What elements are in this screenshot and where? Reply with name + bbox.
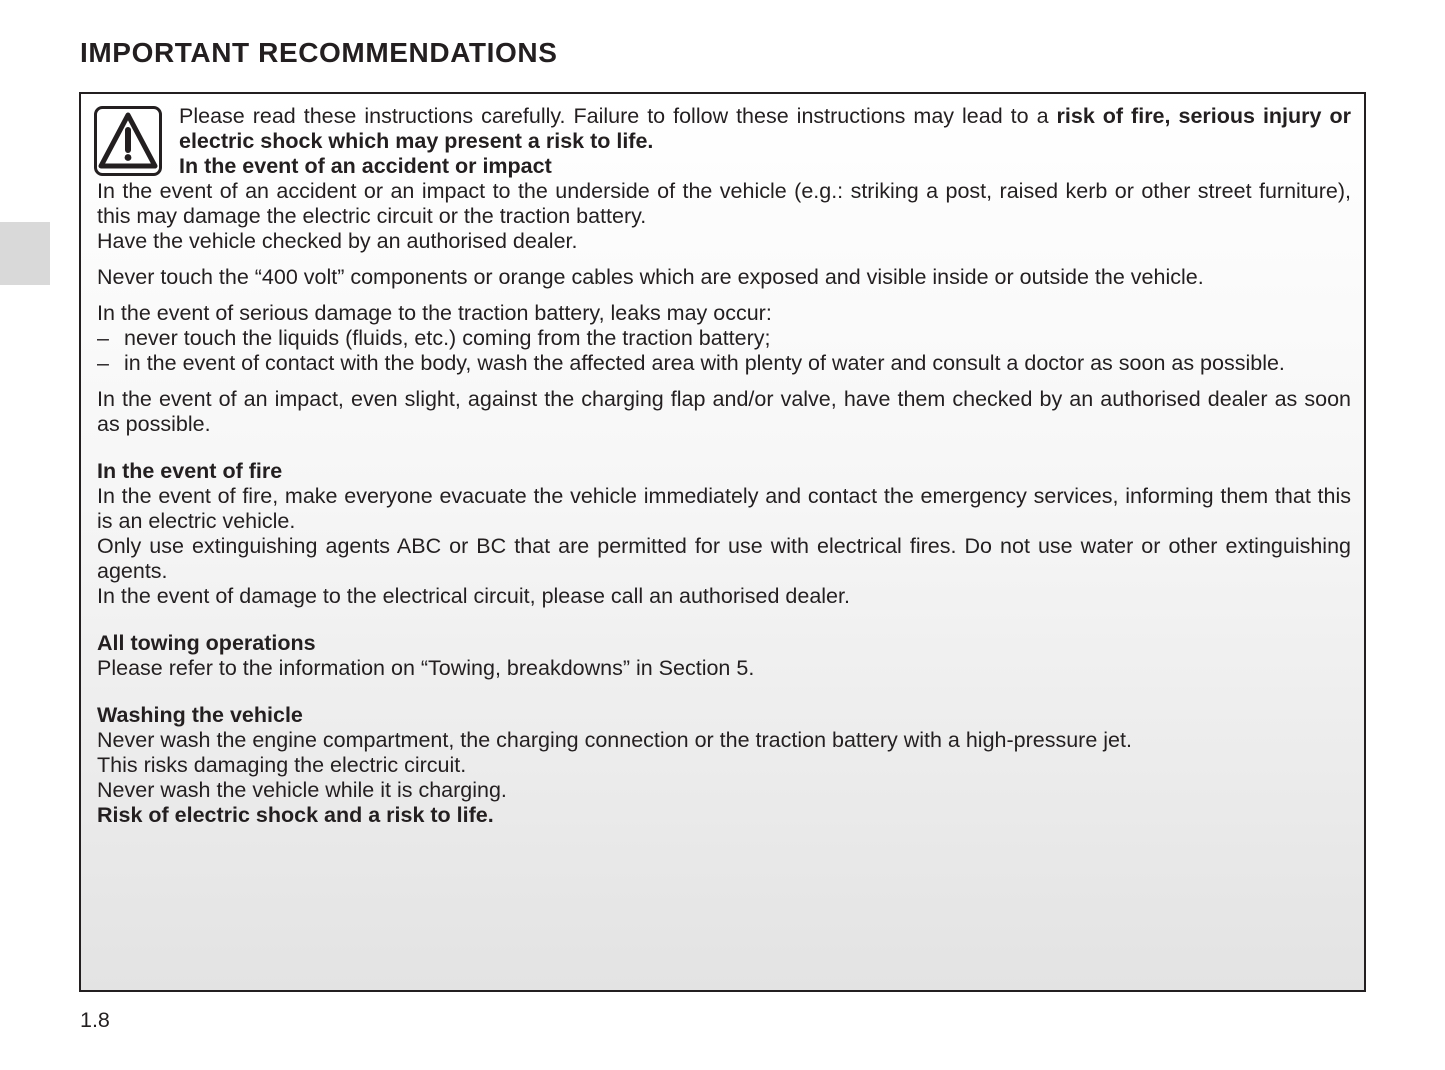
accident-paragraph-1: In the event of an accident or an impact to the underside of the vehicle (e.g.: striking a post, raised kerb or other street furniture), this may damage the electric circuit or the traction battery. xyxy=(97,179,1351,228)
warning-intro-text: Please read these instructions carefully. Failure to follow these instructions may lead to a xyxy=(179,104,1057,128)
dash-marker: – xyxy=(97,351,109,375)
accident-paragraph-2: Have the vehicle checked by an authorised dealer. xyxy=(97,229,578,253)
accident-paragraph-4: In the event of serious damage to the traction battery, leaks may occur: xyxy=(97,301,772,325)
page-title: IMPORTANT RECOMMENDATIONS xyxy=(80,37,558,68)
list-item xyxy=(97,326,1351,351)
section-tab-marker xyxy=(0,222,50,285)
accident-paragraph-3: Never touch the “400 volt” components or orange cables which are exposed and visible inside or outside the vehicle. xyxy=(97,265,1204,289)
list-item-text: in the event of contact with the body, wash the affected area with plenty of water and consult a doctor as soon as possible. xyxy=(124,351,1285,375)
towing-heading: All towing operations xyxy=(97,631,316,655)
fire-paragraph-3: In the event of damage to the electrical circuit, please call an authorised dealer. xyxy=(97,584,850,608)
accident-paragraph-5: In the event of an impact, even slight, against the charging flap and/or valve, have them checked by an authorised dealer as soon as possible. xyxy=(97,387,1351,436)
fire-paragraph-1: In the event of fire, make everyone evacuate the vehicle immediately and contact the emergency services, informing them that this is an electric vehicle. xyxy=(97,484,1351,533)
washing-paragraph-2: This risks damaging the electric circuit. xyxy=(97,753,467,777)
washing-warning: Risk of electric shock and a risk to life. xyxy=(97,803,494,827)
list-item-text: never touch the liquids (fluids, etc.) coming from the traction battery; xyxy=(124,326,771,350)
warning-intro-emphasis: risk of fire, serious injury or electric shock which may present a risk to life. xyxy=(179,104,1351,153)
warning-content xyxy=(97,104,1351,828)
washing-paragraph-3: Never wash the vehicle while it is charging. xyxy=(97,778,507,802)
warning-box xyxy=(79,92,1366,992)
towing-paragraph: Please refer to the information on “Towing, breakdowns” in Section 5. xyxy=(97,656,755,680)
warning-intro xyxy=(179,104,1351,154)
page-number: 1.8 xyxy=(80,1008,110,1032)
list-item xyxy=(97,351,1351,376)
washing-paragraph-1: Never wash the engine compartment, the charging connection or the traction battery with a high-pressure jet. xyxy=(97,728,1132,752)
fire-paragraph-2: Only use extinguishing agents ABC or BC that are permitted for use with electrical fires. Do not use water or other extinguishing agents. xyxy=(97,534,1351,583)
fire-heading: In the event of fire xyxy=(97,459,283,483)
accident-heading: In the event of an accident or impact xyxy=(179,154,552,178)
dash-marker: – xyxy=(97,326,109,350)
washing-heading: Washing the vehicle xyxy=(97,703,303,727)
